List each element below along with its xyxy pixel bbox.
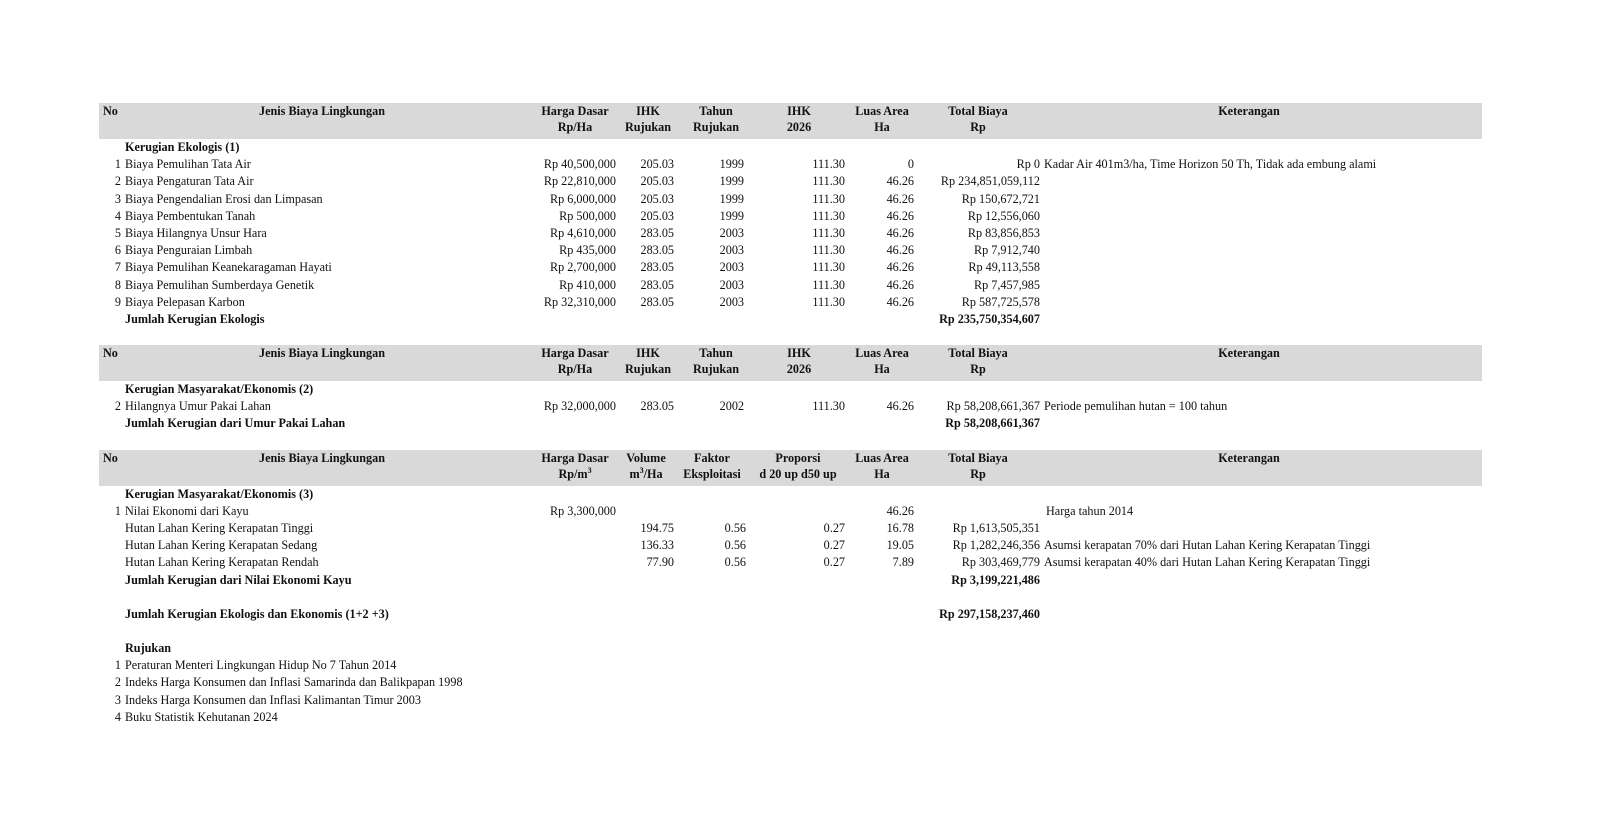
cell-luas: 46.26 [886,191,914,206]
cell-faktor: 0.56 [724,555,746,570]
table-row: 1 Nilai Ekonomi dari Kayu Rp 3,300,000 46.26 Harga tahun 2014 [114,503,1134,518]
table-row [99,225,1482,242]
header-jenis: Jenis Biaya Lingkungan [259,104,385,118]
cell-no: 9 [114,294,121,309]
grand-total-label: Jumlah Kerugian Ekologis dan Ekonomis (1+2 +3) [125,606,389,621]
cell-luas: 46.26 [886,208,914,223]
cell-ket: Asumsi kerapatan 70% dari Hutan Lahan Kering Kerapatan Tinggi [1044,538,1371,553]
header-tahun: Tahun Rujukan [692,104,740,134]
header-luas: Luas Area Ha [855,104,909,134]
subtotal-row [99,311,1482,328]
cell-name: Biaya Pembentukan Tanah [125,208,256,223]
cell-ihk: 283.05 [640,294,674,309]
cell-tahun: 1999 [719,174,744,189]
cell-tahun: 2003 [719,225,744,240]
cell-ihk2026: 111.30 [812,260,845,275]
cell-prop: 0.27 [823,538,845,553]
cell-no: 6 [114,243,121,258]
cell-vol: 194.75 [640,521,674,535]
cell-ihk: 205.03 [640,208,674,223]
section-title: Kerugian Masyarakat/Ekonomis (2) [125,382,314,397]
cell-harga: Rp 4,610,000 [549,225,616,240]
cell-luas: 16.78 [886,521,914,535]
subtotal-row: Jumlah Kerugian dari Nilai Ekonomi Kayu Rp 3,199,221,486 [125,572,1040,587]
table-header-1 [99,103,1482,139]
cell-ihk2026: 111.30 [812,157,845,172]
cell-total: Rp 12,556,060 [967,208,1040,223]
cell-no: 8 [114,277,121,292]
cell-no: 7 [114,260,121,275]
cell-no: 3 [114,191,121,206]
cell-no: 1 [114,658,121,673]
cell-ket: Asumsi kerapatan 40% dari Hutan Lahan Kering Kerapatan Tinggi [1044,555,1371,570]
cell-vol: 77.90 [646,555,674,570]
cell-name: Biaya Pelepasan Karbon [125,294,245,309]
table-row [99,657,1482,674]
cell-harga: Rp 40,500,000 [543,157,616,172]
cell-text: Indeks Harga Konsumen dan Inflasi Samarinda dan Balikpapan 1998 [125,675,463,690]
cell-name: Biaya Penguraian Limbah [125,243,253,258]
cell-tahun: 1999 [719,191,744,206]
cell-luas: 7.89 [892,555,914,570]
cell-name: Biaya Pemulihan Sumberdaya Genetik [125,277,315,292]
cell-total: Rp 49,113,558 [968,260,1040,275]
references-title: Rujukan [125,640,172,655]
table-row [99,242,1482,259]
table-header-3: No Jenis Biaya Lingkungan Harga Dasar $Rp/m^3$ Volume $m^3/Ha$ Faktor Eksploitasi Proporsi d 20 up d50 up Luas Area Ha Total Biaya Rp Keterangan [99,450,1482,486]
cell-ihk: 283.05 [640,260,674,275]
table-row [99,259,1482,276]
cell-ihk: 283.05 [640,225,674,240]
cell-faktor: 0.56 [724,538,746,553]
cell-no: 2 [114,675,121,690]
cell-total: Rp 7,912,740 [973,243,1040,258]
cell-total: Rp 303,469,779 [961,555,1040,570]
cell-tahun: 2003 [719,260,744,275]
cell-faktor: 0.56 [724,521,746,535]
cost-sheet [99,103,1482,726]
subtotal-value: Rp 235,750,354,607 [939,311,1040,326]
cell-harga: Rp 32,310,000 [543,294,616,309]
cell-ihk: 283.05 [640,277,674,292]
cell-total: Rp 234,851,059,112 [940,174,1040,189]
cell-tahun: 1999 [719,157,744,172]
cell-name: Biaya Pemulihan Keanekaragaman Hayati [125,260,332,275]
cell-total: Rp 587,725,578 [961,294,1040,309]
cell-name: Hutan Lahan Kering Kerapatan Tinggi [125,521,314,535]
table-row [99,294,1482,311]
table-row: 2 Hilangnya Umur Pakai Lahan Rp 32,000,000 283.05 2002 111.30 46.26 Rp 58,208,661,367 Periode pemulihan hutan = 100 tahun [114,399,1228,414]
cell-prop: 0.27 [823,555,845,570]
cell-harga: Rp 2,700,000 [549,260,616,275]
cell-harga: Rp 410,000 [559,277,616,292]
cell-luas: 0 [907,157,914,172]
table-row [99,674,1482,691]
cell-harga: Rp 500,000 [559,208,616,223]
table-row [99,191,1482,208]
cell-total: Rp 7,457,985 [973,277,1040,292]
cell-tahun: 1999 [719,208,744,223]
cell-no: 2 [114,174,121,189]
cell-no: 5 [114,225,121,240]
cell-luas: 46.26 [886,294,914,309]
cell-total: Rp 0 [1016,157,1040,172]
header-total: Total Biaya Rp [948,104,1008,134]
cell-ihk: 205.03 [640,174,674,189]
cell-ihk2026: 111.30 [812,243,845,258]
cell-no: 4 [114,208,121,223]
cell-name: Biaya Hilangnya Unsur Hara [125,225,267,240]
cell-tahun: 2003 [719,243,744,258]
cell-luas: 46.26 [886,260,914,275]
cell-harga: Rp 6,000,000 [549,191,616,206]
cell-total: Rp 83,856,853 [967,225,1040,240]
cell-total: Rp 150,672,721 [961,191,1040,206]
section3-rows [99,520,1482,572]
cell-name: Hutan Lahan Kering Kerapatan Rendah [125,555,319,570]
cell-tahun: 2003 [719,277,744,292]
cell-total: Rp 1,613,505,351 [952,521,1040,535]
section-title: Kerugian Masyarakat/Ekonomis (3) [125,486,314,501]
subtotal-row: Jumlah Kerugian dari Umur Pakai Lahan Rp 58,208,661,367 [125,416,1040,431]
table-row [99,208,1482,225]
references-list [99,657,1482,726]
cell-text: Peraturan Menteri Lingkungan Hidup No 7 Tahun 2014 [125,658,397,673]
cell-ihk2026: 111.30 [812,174,845,189]
cell-no: 4 [114,709,121,724]
cell-harga: Rp 435,000 [559,243,616,258]
cell-ihk: 283.05 [640,243,674,258]
cell-luas: 46.26 [886,243,914,258]
cell-luas: 46.26 [886,277,914,292]
grand-total-value: Rp 297,158,237,460 [939,606,1040,621]
cell-ihk: 205.03 [640,157,674,172]
cell-no: 3 [114,692,121,707]
cell-ihk2026: 111.30 [812,225,845,240]
subtotal-label: Jumlah Kerugian Ekologis [125,311,265,326]
cell-vol: 136.33 [640,538,674,553]
header-ihk2026: IHK 2026 [786,104,812,134]
grand-total-row [99,606,1482,623]
header-keterangan: Keterangan [1218,104,1280,118]
table-row [99,709,1482,726]
section-title: Kerugian Ekologis (1) [125,140,240,154]
cell-name: Biaya Pengaturan Tata Air [125,174,254,189]
cell-tahun: 2003 [719,294,744,309]
table-row [99,173,1482,190]
cell-ihk2026: 111.30 [812,277,845,292]
table-row [99,277,1482,294]
cell-ihk2026: 111.30 [812,294,845,309]
table-row [99,692,1482,709]
cell-total: Rp 1,282,246,356 [952,538,1040,553]
cell-name: Biaya Pemulihan Tata Air [125,157,251,172]
cell-ihk: 205.03 [640,191,674,206]
cell-ihk2026: 111.30 [812,191,845,206]
table-row [99,156,1482,173]
header-no: No [103,104,118,118]
cell-ket: Kadar Air 401m3/ha, Time Horizon 50 Th, Tidak ada embung alami [1044,157,1377,172]
table-row [99,520,1482,537]
header-harga: Harga Dasar Rp/Ha [541,104,609,134]
cell-ihk2026: 111.30 [812,208,845,223]
cell-prop: 0.27 [823,521,845,535]
cell-name: Biaya Pengendalian Erosi dan Limpasan [125,191,323,206]
cell-no: 1 [114,157,121,172]
cell-luas: 46.26 [886,225,914,240]
section1-rows [99,156,1482,311]
cell-harga: Rp 22,810,000 [543,174,616,189]
cell-luas: 19.05 [886,538,914,553]
table-row [99,537,1482,554]
table-row [99,554,1482,571]
table-header-2: No Jenis Biaya Lingkungan Harga Dasar Rp/Ha IHK Rujukan Tahun Rujukan IHK 2026 Luas Area Ha Total Biaya Rp Keterangan [99,345,1482,381]
header-ihk: IHK Rujukan [624,104,672,134]
cell-luas: 46.26 [886,174,914,189]
cell-name: Hutan Lahan Kering Kerapatan Sedang [125,538,318,553]
cell-text: Buku Statistik Kehutanan 2024 [125,709,278,724]
cell-text: Indeks Harga Konsumen dan Inflasi Kalimantan Timur 2003 [125,692,421,707]
